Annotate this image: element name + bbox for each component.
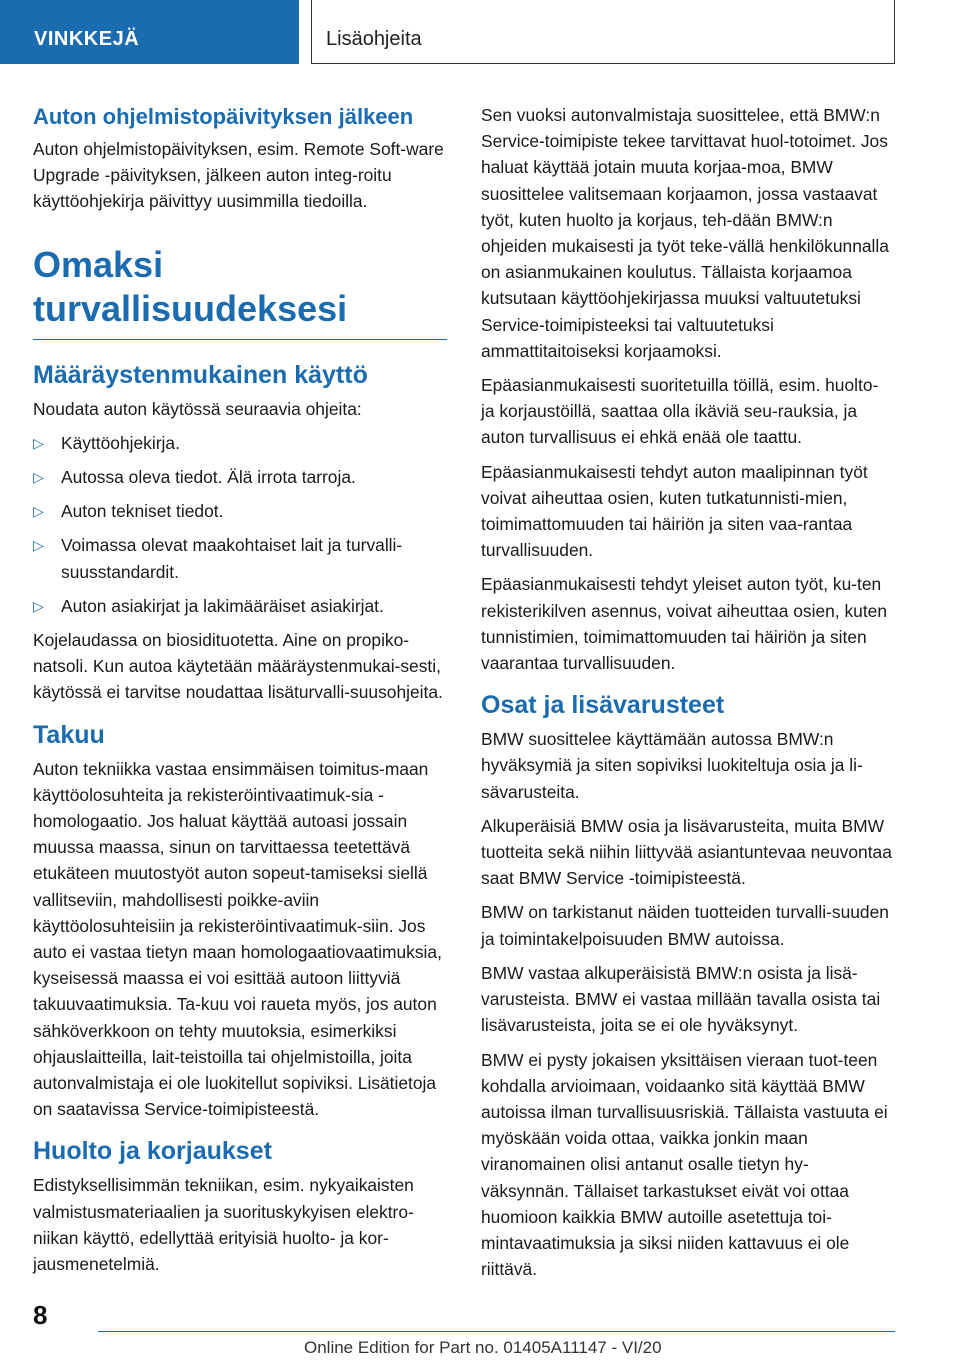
- paragraph-improper-work-3: Epäasianmukaisesti tehdyt yleiset auton työt, ku-ten rekisterikilven asennus, voivat aiheuttaa osien, kuten tunnistimien, toimimattomuuden tai häiriön ja siten vaarantaa turvallisuuden.: [481, 574, 888, 674]
- paragraph-biocide: Kojelaudassa on biosidituotetta. Aine on propiko-natsoli. Kun autoa käytetään määräystenmukai-sesti, käytössä ei tarvitse noudattaa lisäturvalli-suusohjeita.: [33, 630, 443, 703]
- left-column: [33, 102, 447, 1285]
- list-item-text: Käyttöohjekirja.: [61, 432, 180, 453]
- heading-warranty: Takuu: [33, 720, 105, 749]
- paragraph-parts-3: BMW on tarkistanut näiden tuotteiden turvalli-suuden ja toimintakelpoisuuden BMW autoissa.: [481, 902, 889, 949]
- paragraph-parts-1: BMW suosittelee käyttämään autossa BMW:n hyväksymiä ja siten sopiviksi luokiteltuja osia ja li-sävarusteita.: [481, 729, 863, 802]
- triangle-right-icon: ▷: [33, 434, 44, 451]
- paragraph-warranty: Auton tekniikka vastaa ensimmäisen toimitus-maan käyttöolosuhteita ja rekisteröintivaatimuk-sia - homologaatio. Jos haluat käyttää autoasi jossain muussa maassa, sinun on tarvittaessa teetettävä etukäteen muutostyöt auton sopeut-tamiseksi siellä vallitseviin, mahdollisesti poikke-aviin käyttöolosuhteisiin ja rekisteröintivaatimuk-siin. Jos auto ei vastaa tietyn maan homologaatiovaatimuksia, kyseisessä maassa ei voi esittää autoon liittyviä takuuvaatimuksia. Ta-kuu voi raueta myös, jos auton sähköverkkoon on tehty muutoksia, esimerkiksi ohjauslaitteilla, lait-teistoilla tai ohjelmistoilla, joita autonvalmistaja ei ole luokitellut sopiviksi. Lisätietoja on saatavissa Service-toimipisteestä.: [33, 758, 442, 1120]
- heading-parts-accessories: Osat ja lisävarusteet: [481, 691, 725, 720]
- paragraph-parts-4: BMW vastaa alkuperäisistä BMW:n osista ja lisä-varusteista. BMW ei vastaa millään tavalla osista tai lisävarusteista, joita se ei ole hyväksynyt.: [481, 962, 881, 1036]
- list-item-text: Autossa oleva tiedot. Älä irrota tarroja.: [61, 467, 356, 488]
- list-item: [33, 532, 447, 584]
- paragraph-parts-2: Alkuperäisiä BMW osia ja lisävarusteita, muita BMW tuotteita sekä niihin liittyvää asiantuntevaa neuvontaa saat BMW Service -toimipisteestä.: [481, 815, 892, 889]
- heading-software-update: Auton ohjelmistopäivityksen jälkeen: [33, 104, 414, 129]
- list-item: [33, 498, 447, 524]
- footer-edition-text: Online Edition for Part no. 01405A11147 - VI/20: [304, 1338, 662, 1357]
- list-item-text: Voimassa olevat maakohtaiset lait ja turvalli-suusstandardit.: [61, 535, 403, 582]
- instruction-list: [33, 430, 447, 619]
- triangle-right-icon: ▷: [33, 597, 44, 614]
- section-tab: VINKKEJÄ: [0, 0, 299, 64]
- list-item: [33, 464, 447, 490]
- triangle-right-icon: ▷: [33, 537, 44, 554]
- triangle-right-icon: ▷: [33, 503, 44, 520]
- list-item-text: Auton tekniset tiedot.: [61, 501, 224, 522]
- right-column: [481, 102, 895, 1290]
- triangle-right-icon: ▷: [33, 469, 44, 486]
- paragraph-parts-5: BMW ei pysty jokaisen yksittäisen vieraan tuot-teen kohdalla arvioimaan, voidaanko sitä käyttää BMW autoissa ilman turvallisuusriskiä. Tällaista vastuuta ei myöskään voida ottaa, vaikka jonkin maan viranomainen olisi antanut osalle tietyn hy-väksynnän. Tällaiset tarkastukset eivät voi ottaa huomioon kaikkia BMW autoille asetettuja toi-mintavaatimuksia ja siksi niiden kattavuus ei ole riittävä.: [481, 1049, 888, 1280]
- footer-divider: [98, 1331, 895, 1332]
- heading-for-your-safety: Omaksi turvallisuudeksesi: [33, 243, 447, 340]
- paragraph-workshop: Sen vuoksi autonvalmistaja suosittelee, että BMW:n Service-toimipiste tekee tarvittavat huol-totoimet. Jos haluat käyttää jotain muuta korjaa-moa, BMW suosittelee valitsemaan korjaamon, jossa vastaavat työt, kuten huolto ja korjaus, teh-dään BMW:n ohjeiden mukaisesti ja työt teke-vällä henkilökunnalla on asianmukainen koulutus. Tällaista korjaamoa kutsutaan käyttöohjekirjassa muuksi valtuutetuksi Service-toimipisteeksi tai valtuutetuksi ammattitaitoiseksi korjaamoksi.: [481, 105, 889, 361]
- paragraph-intended-use-intro: Noudata auton käytössä seuraavia ohjeita:: [33, 398, 362, 419]
- paragraph-improper-work-2: Epäasianmukaisesti tehdyt auton maalipinnan työt voivat aiheuttaa osien, kuten tutkatunnisti-mien, toimimattomuuden tai häiriön ja siten vaa-rantaa turvallisuuden.: [481, 461, 868, 561]
- paragraph-service-repairs: Edistyksellisimmän tekniikan, esim. nykyaikaisten valmistusmateriaalien ja suorituskykyisen elektro-niikan käyttö, edellyttää erityisiä huolto- ja kor-jausmenetelmiä.: [33, 1175, 414, 1275]
- heading-service-repairs: Huolto ja korjaukset: [33, 1137, 272, 1166]
- list-item: [33, 430, 447, 456]
- paragraph-improper-work-1: Epäasianmukaisesti suoritetuilla töillä, esim. huolto- ja korjaustöillä, saattaa olla ikäviä seu-rauksia, ja auton turvallisuus ei ehkä enää ole taattu.: [481, 375, 879, 448]
- paragraph-software-update: Auton ohjelmistopäivityksen, esim. Remote Soft-ware Upgrade -päivityksen, jälkeen auton integ-roitu käyttöohjekirja päivittyy uusimmilla tiedoilla.: [33, 139, 444, 212]
- list-item-text: Auton asiakirjat ja lakimääräiset asiakirjat.: [61, 595, 384, 616]
- breadcrumb: Lisäohjeita: [311, 0, 895, 64]
- page-number: 8: [33, 1300, 48, 1330]
- list-item: [33, 593, 447, 619]
- heading-intended-use: Määräystenmukainen käyttö: [33, 360, 368, 389]
